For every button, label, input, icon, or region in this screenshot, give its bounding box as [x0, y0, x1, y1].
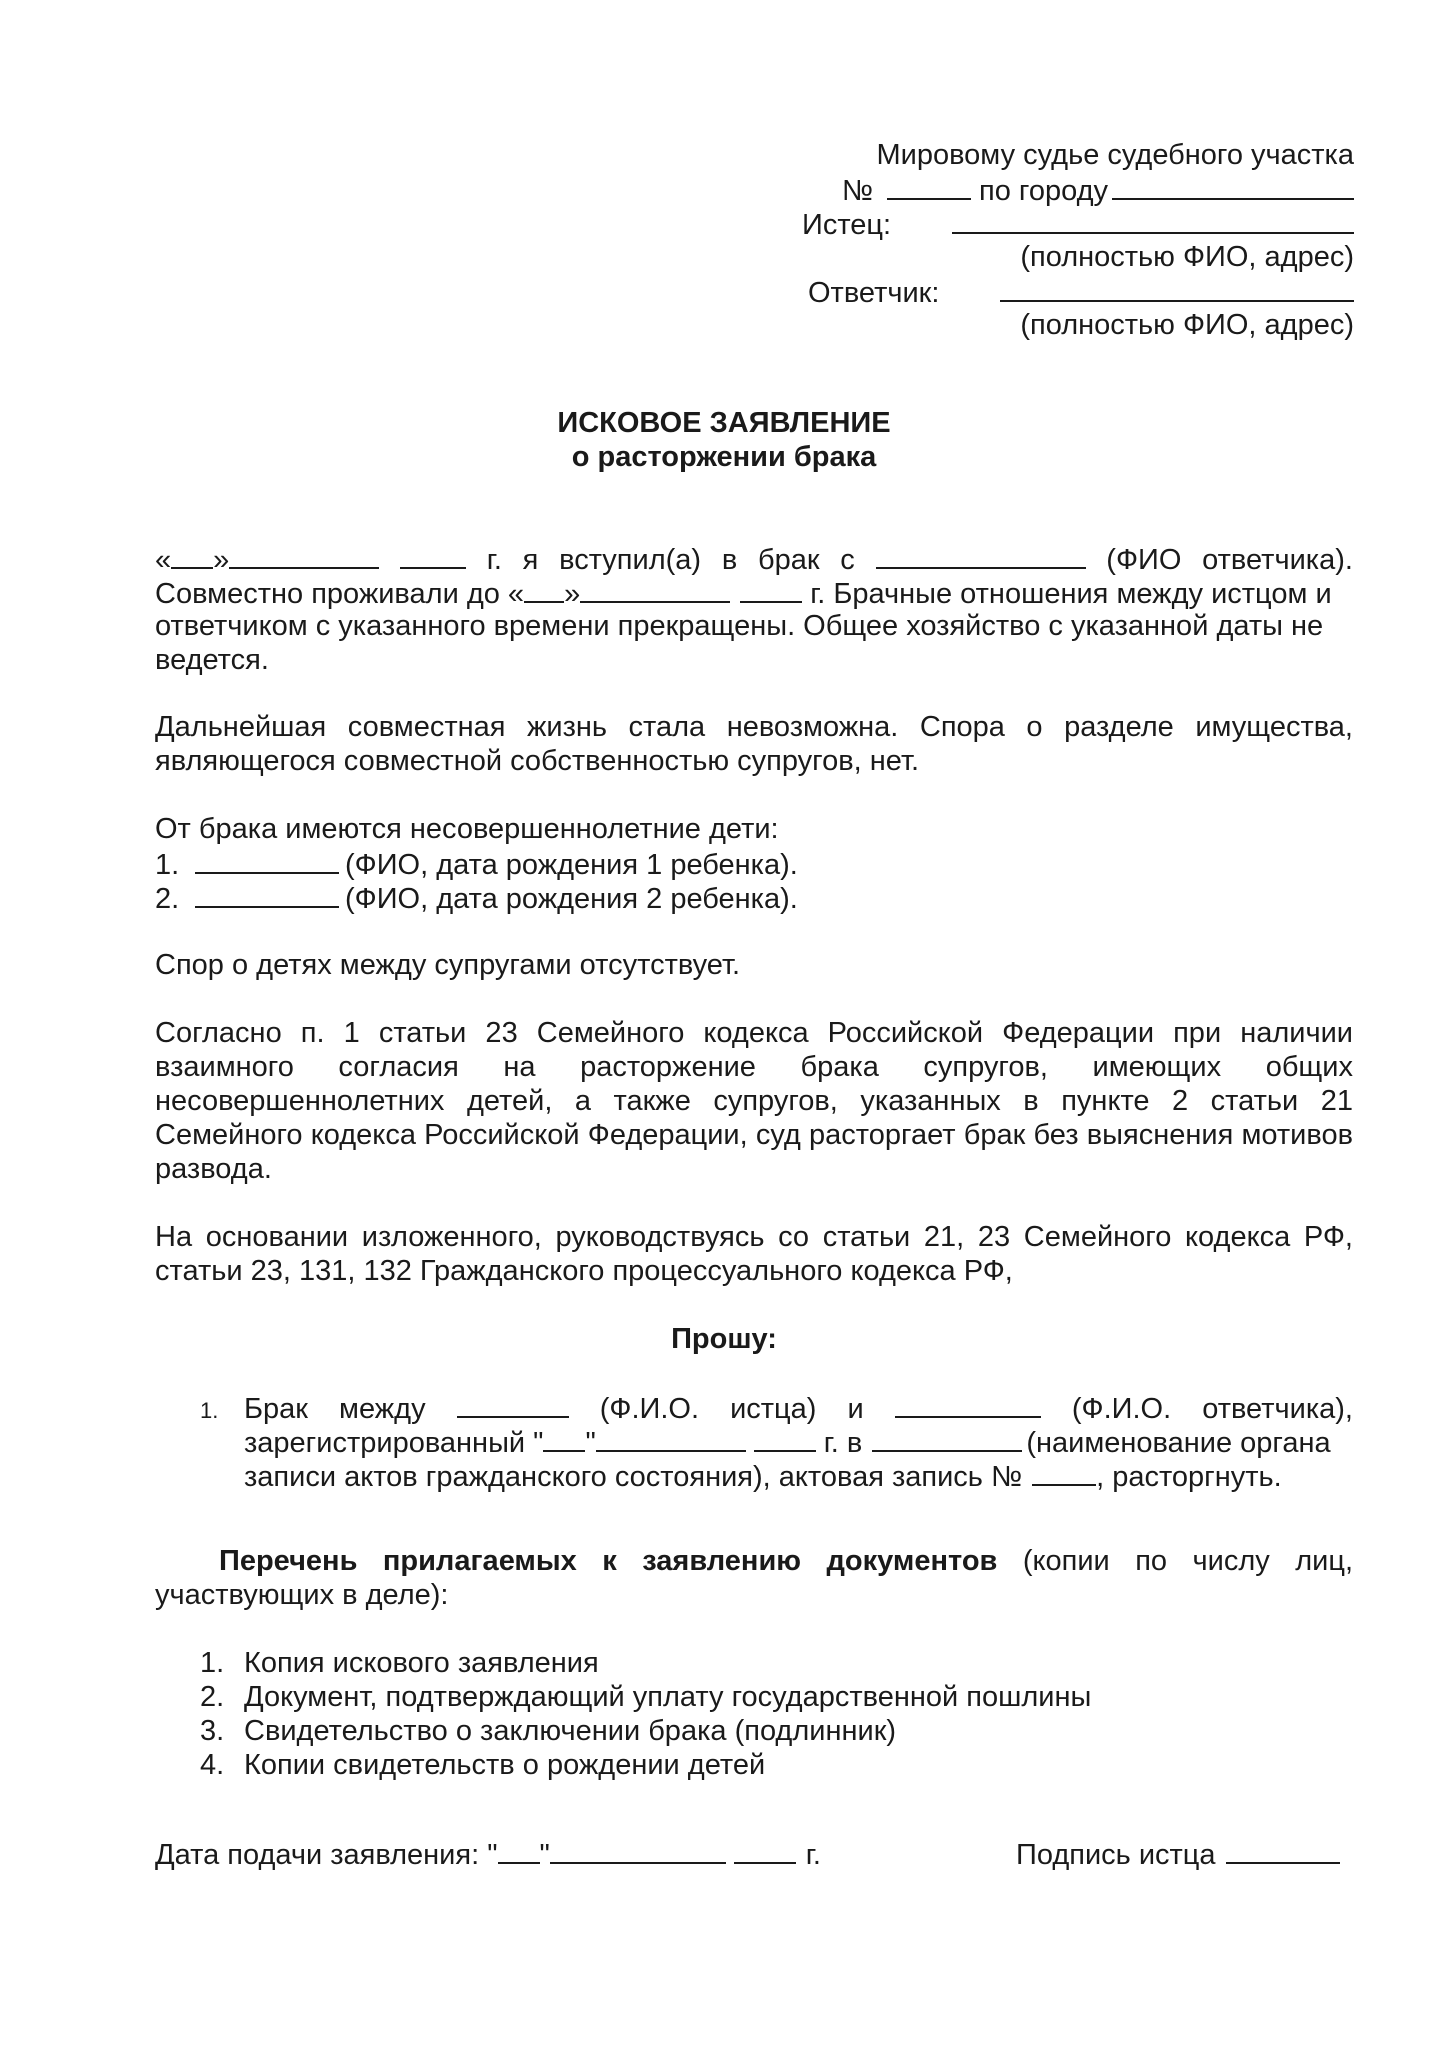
year-in-text: г. в: [823, 1427, 863, 1459]
filing-date: [155, 1836, 821, 1872]
plaintiff-hint: (полностью ФИО, адрес): [1020, 241, 1354, 273]
number-label: №: [841, 175, 873, 207]
record-number-blank[interactable]: [1032, 1458, 1096, 1486]
quote-open: «: [155, 544, 172, 576]
signature-blank[interactable]: [1226, 1836, 1340, 1864]
attachment-number: 1.: [200, 1647, 225, 1679]
filing-month-blank[interactable]: [550, 1836, 726, 1864]
quote-close-3: ": [585, 1427, 596, 1459]
children-intro: От брака имеются несовершеннолетние дети:: [155, 813, 779, 845]
filing-day-blank[interactable]: [498, 1836, 540, 1864]
request-item: [200, 1390, 1353, 1492]
paragraph-marriage-line4: ведется.: [155, 644, 269, 676]
cohabitation-text-end: г. Брачные отношения между истцом и: [810, 578, 1332, 610]
quote-close: »: [213, 544, 230, 576]
paragraph-no-dispute: Спор о детях между супругами отсутствует.: [155, 949, 741, 981]
document-subtitle: о расторжении брака: [571, 441, 877, 473]
attachment-text: Свидетельство о заключении брака (подлинник): [244, 1715, 897, 1747]
registration-day-blank[interactable]: [543, 1424, 585, 1452]
filing-year-suffix: г.: [805, 1839, 821, 1871]
word-s: с: [840, 544, 855, 576]
marriage-year-blank[interactable]: [400, 541, 466, 569]
request-number: 1.: [200, 1398, 219, 1423]
court-addressee: Мировому судье судебного участка: [876, 139, 1354, 171]
word-otvetchika-2: ответчика),: [1202, 1393, 1353, 1425]
city-blank[interactable]: [1112, 172, 1354, 200]
marriage-month-blank[interactable]: [229, 541, 379, 569]
attachment-text: Копии свидетельств о рождении детей: [244, 1749, 766, 1781]
quote-close-2: »: [564, 578, 581, 610]
word-g: г.: [486, 544, 502, 576]
child-1-blank[interactable]: [195, 846, 339, 874]
attachments-heading: [155, 1544, 1353, 1612]
plaintiff-blank[interactable]: [952, 206, 1354, 234]
list-item: [200, 1714, 1353, 1748]
paragraph-impossible: Дальнейшая совместная жизнь стала невозможна. Спора о разделе имущества, являющегося совместной собственностью супругов, нет.: [155, 711, 1353, 777]
list-item: [200, 1680, 1353, 1714]
spouse-name-blank[interactable]: [876, 541, 1086, 569]
plaintiff-label: Истец:: [802, 209, 892, 241]
registered-text: зарегистрированный ": [244, 1427, 544, 1459]
paragraph-marriage: [155, 541, 1353, 677]
child-1-text: (ФИО, дата рождения 1 ребенка).: [345, 849, 798, 881]
attachments-list: [200, 1646, 1353, 1782]
quote-close-4: ": [539, 1839, 550, 1871]
defendant-blank[interactable]: [1000, 274, 1354, 302]
word-brak: брак: [757, 544, 820, 576]
attachments-heading-bold: Перечень прилагаемых к заявлению документов: [219, 1545, 998, 1577]
document-title: ИСКОВОЕ ЗАЯВЛЕНИЕ: [557, 407, 891, 439]
word-vstupil: вступил(а): [559, 544, 702, 576]
court-number-blank[interactable]: [887, 172, 971, 200]
defendant-name-blank[interactable]: [895, 1390, 1041, 1418]
list-item: [155, 846, 1353, 880]
cohabitation-month-blank[interactable]: [580, 575, 730, 603]
word-v: в: [721, 544, 738, 576]
filing-year-blank[interactable]: [734, 1836, 796, 1864]
addressee-block: [794, 138, 1354, 342]
attachment-number: 4.: [200, 1749, 225, 1781]
cohabitation-year-blank[interactable]: [740, 575, 802, 603]
word-istca: истца): [730, 1393, 817, 1425]
word-ya: я: [522, 544, 539, 576]
defendant-hint: (полностью ФИО, адрес): [1020, 309, 1354, 341]
record-text: записи актов гражданского состояния), актовая запись №: [244, 1461, 1023, 1493]
word-brak-2: Брак: [244, 1393, 308, 1425]
registration-year-blank[interactable]: [754, 1424, 816, 1452]
paragraph-grounds: На основании изложенного, руководствуясь со статьи 21, 23 Семейного кодекса РФ, статьи 23, 131, 132 Гражданского процессуального кодекса РФ,: [155, 1221, 1353, 1287]
marriage-day-blank[interactable]: [171, 541, 213, 569]
signature: [1016, 1836, 1340, 1872]
attachment-text: Копия искового заявления: [244, 1647, 599, 1679]
word-mezhdu: между: [339, 1393, 426, 1425]
request-heading: Прошу:: [671, 1323, 777, 1355]
word-fio-2: (Ф.И.О.: [599, 1393, 700, 1425]
list-item: [200, 1646, 1353, 1680]
attachment-number: 3.: [200, 1715, 225, 1747]
by-city-label: по городу: [979, 175, 1108, 207]
attachments-heading-rest: (копии по числу лиц, участвующих в деле):: [155, 1545, 1354, 1611]
attachment-number: 2.: [200, 1681, 225, 1713]
filing-date-label: Дата подачи заявления: ": [155, 1839, 498, 1871]
word-i: и: [847, 1393, 864, 1425]
word-fio: (ФИО: [1106, 544, 1182, 576]
cohabitation-text-start: Совместно проживали до «: [155, 578, 525, 610]
child-number: 1.: [155, 849, 180, 881]
registry-office-hint: (наименование органа: [1026, 1427, 1331, 1459]
attachment-text: Документ, подтверждающий уплату государственной пошлины: [244, 1681, 1092, 1713]
child-number: 2.: [155, 883, 180, 915]
plaintiff-name-blank[interactable]: [457, 1390, 569, 1418]
child-2-blank[interactable]: [195, 880, 339, 908]
dissolve-text: , расторгнуть.: [1096, 1461, 1282, 1493]
registration-month-blank[interactable]: [596, 1424, 746, 1452]
defendant-label: Ответчик:: [808, 277, 940, 309]
list-item: [155, 880, 1353, 914]
paragraph-marriage-line3: ответчиком с указанного времени прекращены. Общее хозяйство с указанной даты не: [155, 610, 1324, 642]
word-fio-3: (Ф.И.О.: [1071, 1393, 1172, 1425]
paragraph-legal-basis: Согласно п. 1 статьи 23 Семейного кодекса Российской Федерации при наличии взаимного согласия на расторжение брака супругов, имеющих общих несовершеннолетних детей, а также супругов, указанных в пункте 2 статьи 21 Семейного кодекса Российской Федерации, суд расторгает брак без выяснения мотивов развода.: [155, 1017, 1353, 1185]
list-item: [200, 1748, 1353, 1782]
child-2-text: (ФИО, дата рождения 2 ребенка).: [345, 883, 798, 915]
cohabitation-day-blank[interactable]: [524, 575, 564, 603]
signature-label: Подпись истца: [1016, 1839, 1216, 1871]
word-otvetchika: ответчика).: [1202, 544, 1353, 576]
children-list: [155, 812, 1353, 914]
registry-office-blank[interactable]: [872, 1424, 1022, 1452]
